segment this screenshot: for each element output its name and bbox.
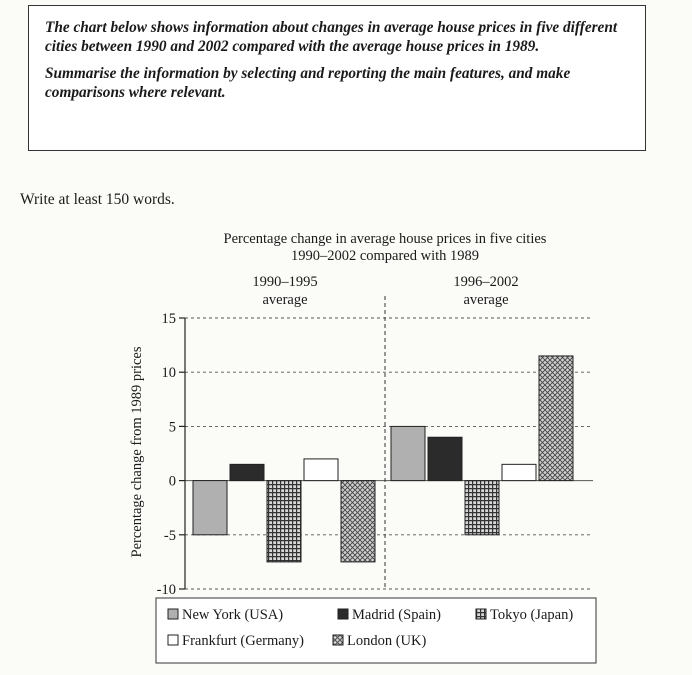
y-tick-label: 15 xyxy=(161,311,176,327)
bar-new-2 xyxy=(391,426,425,480)
chart-title: Percentage change in average house prices in five cities xyxy=(223,231,547,247)
legend-swatch xyxy=(168,635,178,645)
legend-swatch xyxy=(338,609,348,619)
bar-madrid-2 xyxy=(428,437,462,480)
y-tick-label: -5 xyxy=(163,527,176,544)
prompt-instruction: Summarise the information by selecting and reporting the main features, and make comparisons where relevant. xyxy=(45,65,571,101)
bar-tokyo-2 xyxy=(465,481,499,535)
legend-label: Tokyo (Japan) xyxy=(490,607,574,623)
prompt-description: The chart below shows information about changes in average house prices in five different cities between 1990 and 2002 compared with the average house prices in 1989. xyxy=(45,19,618,55)
legend-swatch xyxy=(168,609,178,619)
bar-london-1 xyxy=(341,481,375,562)
category-label: 1996–2002 xyxy=(453,274,519,290)
y-tick-label: 10 xyxy=(161,365,176,382)
bar-new-1 xyxy=(193,481,227,535)
y-tick-label: -10 xyxy=(156,582,176,598)
bar-frankfurt-2 xyxy=(502,464,536,480)
legend-label: Frankfurt (Germany) xyxy=(182,633,304,649)
chart-subtitle: 1990–2002 compared with 1989 xyxy=(290,248,480,264)
bar-frankfurt-1 xyxy=(304,459,338,481)
legend-label: Madrid (Spain) xyxy=(352,607,441,623)
y-tick-label: 0 xyxy=(168,473,176,490)
legend-swatch xyxy=(333,635,343,645)
y-axis-label: Percentage change from 1989 prices xyxy=(129,346,145,558)
category-label: average xyxy=(262,292,308,308)
category-label: 1990–1995 xyxy=(252,274,318,290)
bar-madrid-1 xyxy=(230,464,264,480)
category-label: average xyxy=(463,292,509,308)
legend-label: London (UK) xyxy=(347,633,427,649)
legend-swatch xyxy=(476,609,486,619)
bar-london-2 xyxy=(539,356,573,481)
y-tick-label: 5 xyxy=(168,419,176,436)
bar-tokyo-1 xyxy=(267,481,301,562)
word-count-instruction: Write at least 150 words. xyxy=(20,191,175,208)
legend-label: New York (USA) xyxy=(182,607,284,623)
